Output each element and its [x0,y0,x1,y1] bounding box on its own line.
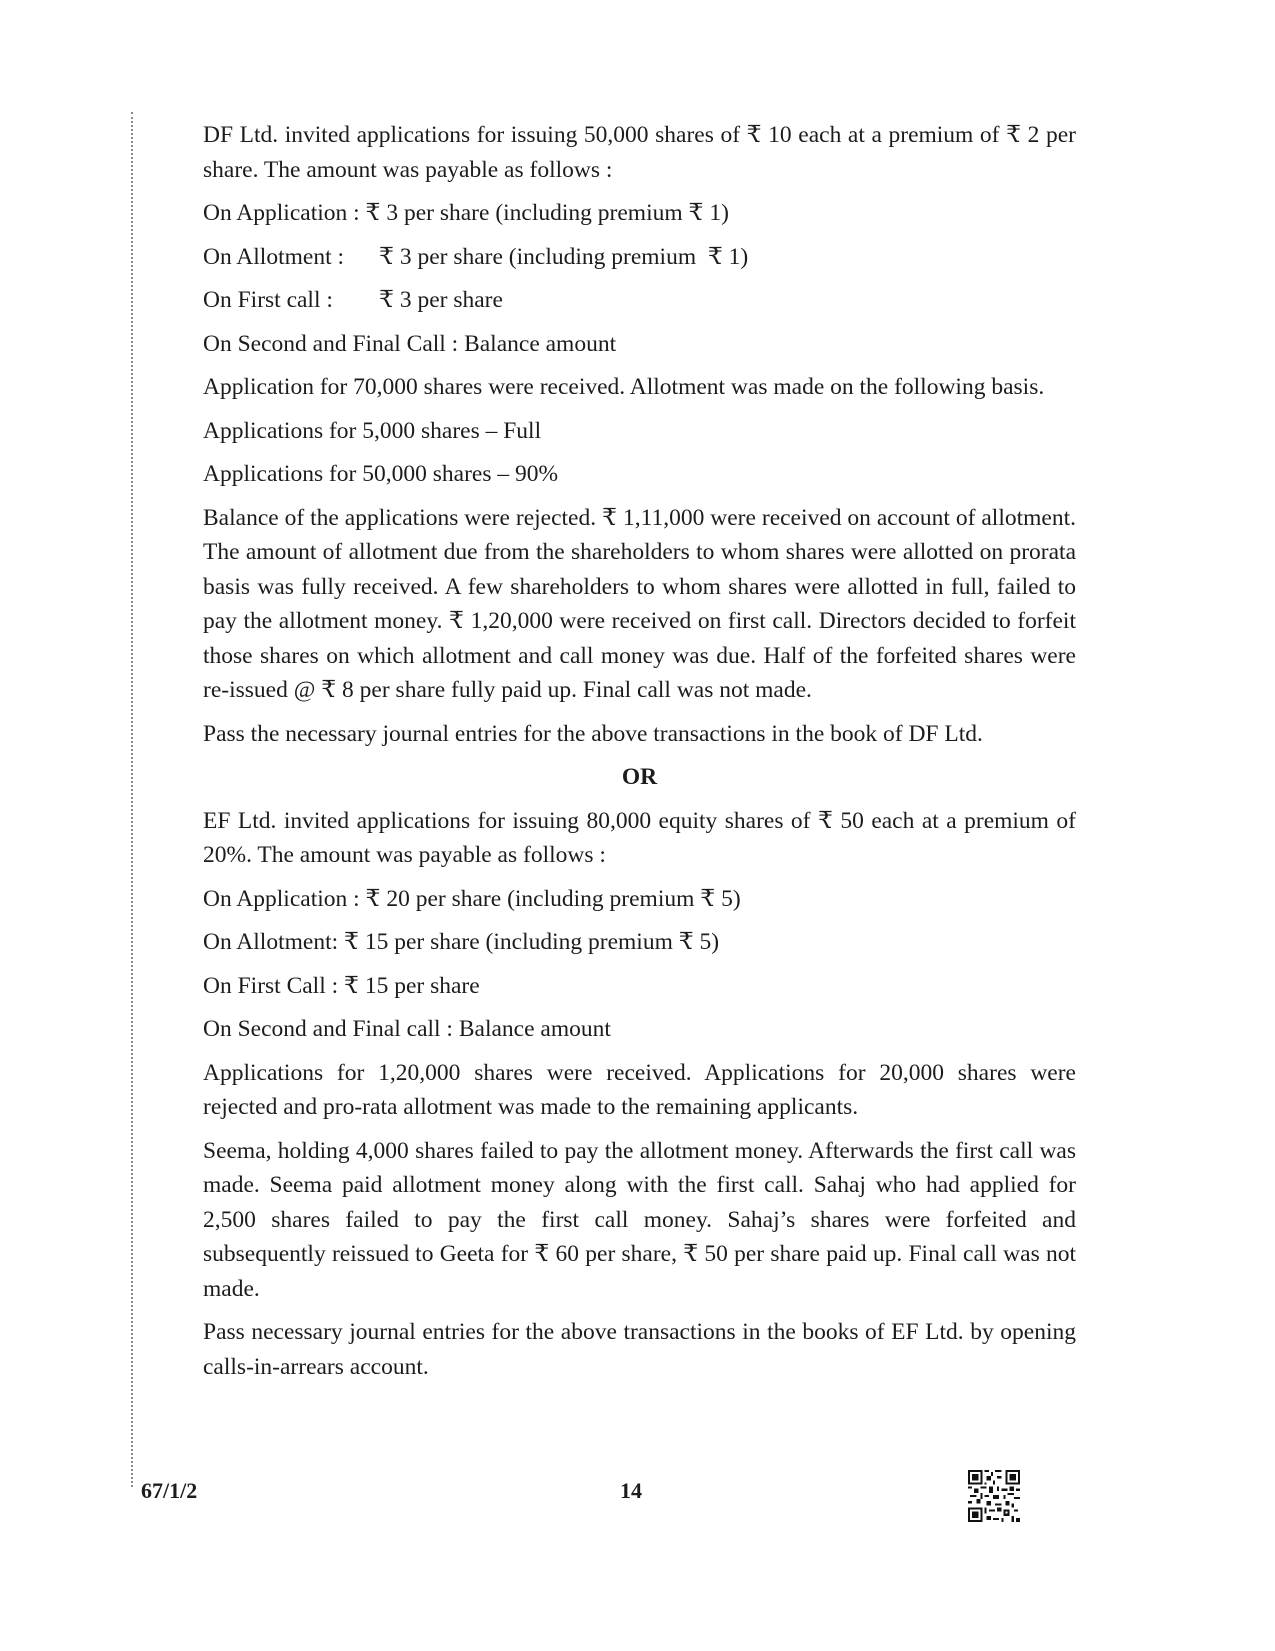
q1-first-call-label: On First call : [203,287,333,313]
q1-first-call [203,283,1076,318]
q2-received: Applications for 1,20,000 shares were received. Applications for 20,000 shares were rejected and pro-rata allotment was made to the remaining applicants. [203,1059,1076,1120]
q2-intro: EF Ltd. invited applications for issuing 80,000 equity shares of ₹ 50 each at a premium of 20%. The amount was payable as follows : [203,807,1076,868]
q1-final-call: On Second and Final Call : Balance amount [203,330,617,357]
q1-basis-full: Applications for 5,000 shares – Full [203,417,542,444]
qr-code-icon [968,1470,1020,1522]
q1-received: Application for 70,000 shares were received. Allotment was made on the following basis. [203,374,1045,400]
q2-on-application: On Application : ₹ 20 per share (including premium ₹ 5) [203,885,741,912]
margin-rule [131,112,133,1487]
q2-details: Seema, holding 4,000 shares failed to pay the allotment money. Afterwards the first call was made. Seema paid allotment money along with the first call. Sahaj who had applied for 2,500 shares failed to pay the first call money. Sahaj’s shares were forfeited and subsequently reissued to Geeta for ₹ 60 per share, ₹ 50 per share paid up. Final call was not made. [203,1137,1076,1302]
q1-instruction: Pass the necessary journal entries for the above transactions in the book of DF Ltd. [203,720,983,747]
paper-code: 67/1/2 [141,1478,198,1503]
question-content [203,118,1076,1393]
q2-on-allotment: On Allotment: ₹ 15 per share (including premium ₹ 5) [203,929,720,955]
page-number: 14 [620,1478,642,1503]
q1-details: Balance of the applications were rejected. ₹ 1,11,000 were received on account of allotment. The amount of allotment due from the shareholders to whom shares were allotted on prorata basis was fully received. A few shareholders to whom shares were allotted in full, failed to pay the allotment money. ₹ 1,20,000 were received on first call. Directors decided to forfeit those shares on which allotment and call money was due. Half of the forfeited shares were re-issued @ ₹ 8 per share fully paid up. Final call was not made. [203,504,1076,703]
q1-first-call-value: ₹ 3 per share [379,287,503,313]
q1-on-application: On Application : ₹ 3 per share (including premium ₹ 1) [203,200,729,226]
q1-on-allotment [203,240,1076,275]
q2-final-call: On Second and Final call : Balance amount [203,1016,611,1042]
q1-on-allotment-value: ₹ 3 per share (including premium ₹ 1) [379,243,749,270]
q1-intro: DF Ltd. invited applications for issuing 50,000 shares of ₹ 10 each at a premium of ₹ 2 per share. The amount was payable as follows : [203,122,1076,183]
q2-instruction: Pass necessary journal entries for the above transactions in the books of EF Ltd. by opening calls-in-arrears account. [203,1319,1076,1380]
q1-on-allotment-label: On Allotment : [203,243,344,270]
or-separator: OR [621,764,658,790]
q1-basis-90: Applications for 50,000 shares – 90% [203,461,559,487]
q2-first-call: On First Call : ₹ 15 per share [203,972,480,999]
